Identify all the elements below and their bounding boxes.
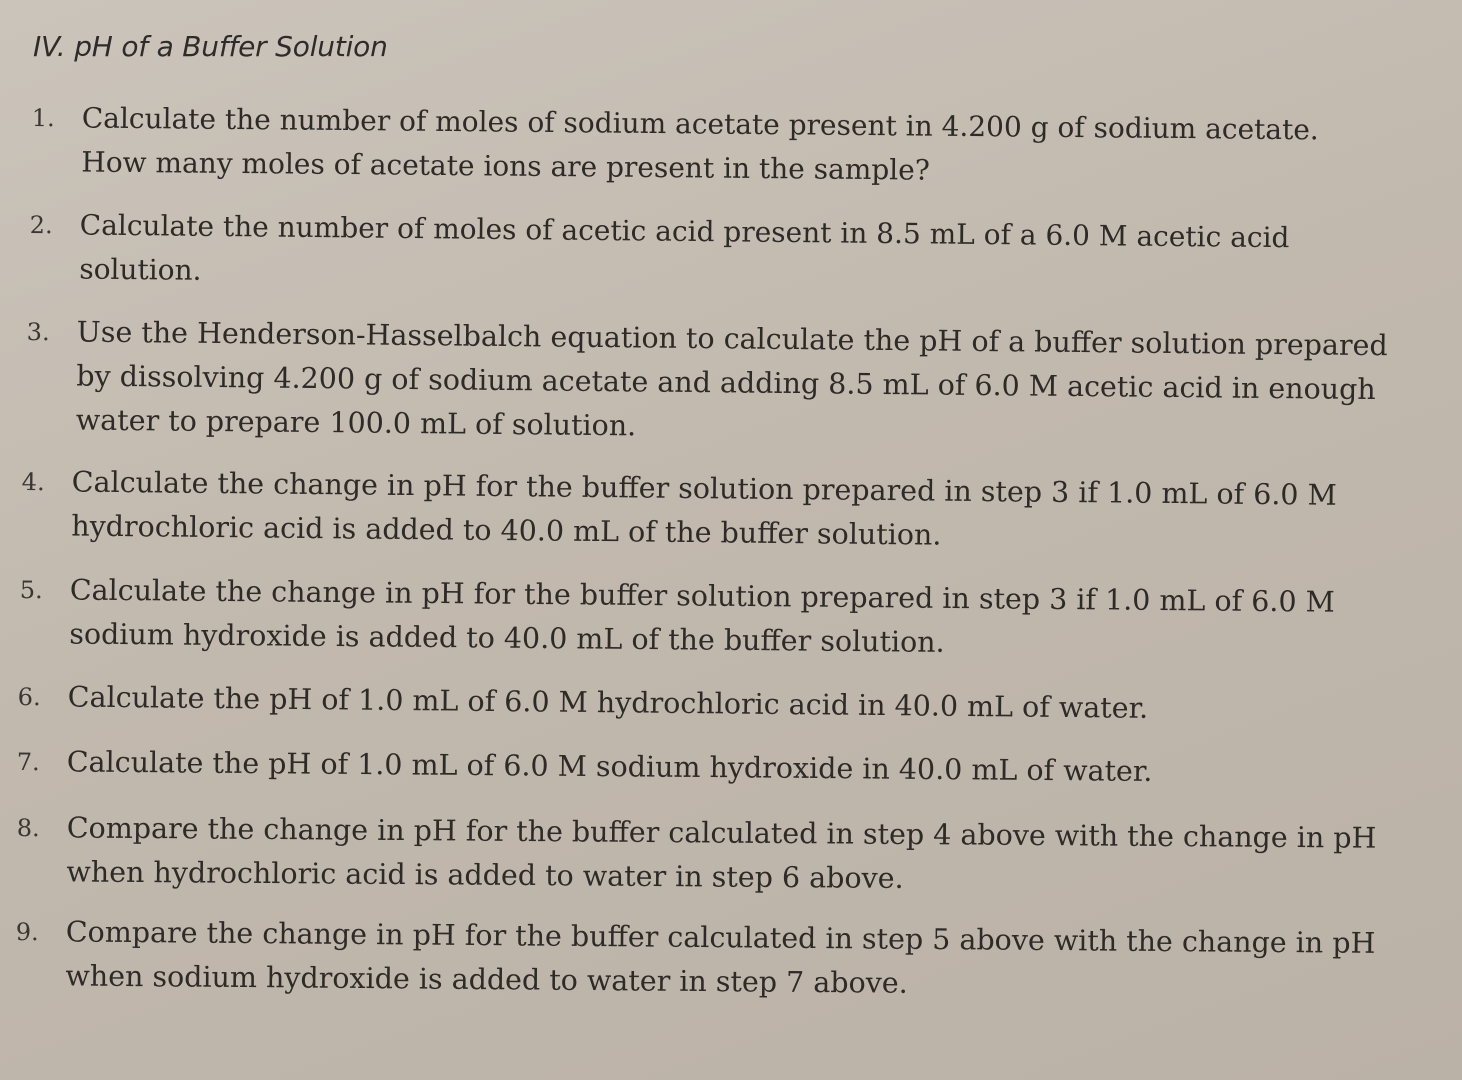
question-number: 5. <box>19 575 43 605</box>
question-line: Calculate the number of moles of acetic acid present in 8.5 mL of a 6.0 M acetic acid <box>79 208 1290 255</box>
question-line: when sodium hydroxide is added to water in step 7 above. <box>65 959 908 1000</box>
section-title: IV. pH of a Buffer Solution <box>33 30 388 63</box>
question-line: sodium hydroxide is added to 40.0 mL of the buffer solution. <box>69 617 945 659</box>
question-number: 4. <box>21 467 45 497</box>
question-line: Calculate the change in pH for the buffer solution prepared in step 3 if 1.0 mL of 6.0 M <box>71 465 1337 512</box>
question-line: Compare the change in pH for the buffer calculated in step 5 above with the change in pH <box>65 915 1376 960</box>
question-text <box>66 806 1376 904</box>
question-number: 3. <box>26 317 50 347</box>
question-line: when hydrochloric acid is added to water in step 6 above. <box>66 855 904 895</box>
question-number: 7. <box>16 747 40 777</box>
question-number: 1. <box>31 103 55 133</box>
question-line: Calculate the pH of 1.0 mL of 6.0 M sodium hydroxide in 40.0 mL of water. <box>66 745 1153 788</box>
question-line: Calculate the number of moles of sodium acetate present in 4.200 g of sodium acetate. <box>81 101 1319 147</box>
question-text <box>68 676 1149 731</box>
question-line: How many moles of acetate ions are present in the sample? <box>81 145 930 187</box>
question-number: 6. <box>17 682 41 712</box>
question-text <box>76 311 1388 457</box>
question-line: hydrochloric acid is added to 40.0 mL of the buffer solution. <box>71 509 942 552</box>
question-text <box>65 910 1375 1009</box>
question-line: Calculate the pH of 1.0 mL of 6.0 M hydrochloric acid in 40.0 mL of water. <box>67 680 1149 725</box>
question-line: Use the Henderson-Hasselbalch equation to calculate the pH of a buffer solution prepared <box>76 315 1388 363</box>
question-text <box>71 461 1337 562</box>
question-number: 9. <box>15 917 39 947</box>
question-line: by dissolving 4.200 g of sodium acetate and adding 8.5 mL of 6.0 M acetic acid in enough <box>76 359 1376 407</box>
question-line: Calculate the change in pH for the buffer solution prepared in step 3 if 1.0 mL of 6.0 M <box>69 573 1335 619</box>
question-text <box>79 204 1290 305</box>
question-text <box>67 740 1153 793</box>
question-number: 8. <box>16 813 40 843</box>
question-text <box>69 568 1335 668</box>
question-line: solution. <box>79 252 202 287</box>
question-line: water to prepare 100.0 mL of solution. <box>75 403 637 443</box>
question-number: 2. <box>29 210 53 240</box>
question-text <box>81 96 1319 196</box>
question-line: Compare the change in pH for the buffer calculated in step 4 above with the change in pH <box>66 811 1377 855</box>
